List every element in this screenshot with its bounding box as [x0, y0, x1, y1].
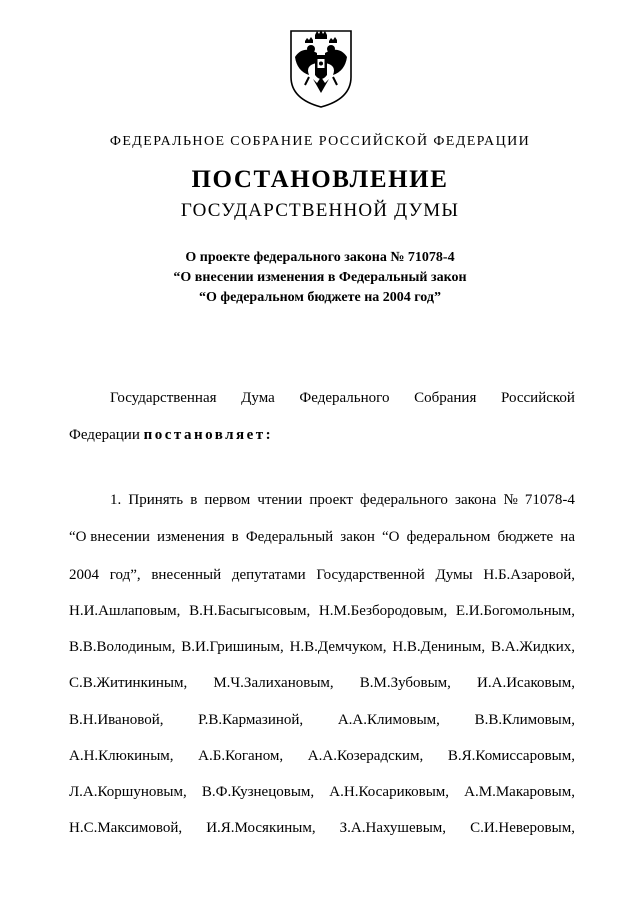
paragraph-word: Е.И.Богомольным,: [455, 603, 575, 619]
preamble-word: Федерального: [299, 390, 390, 406]
paragraph-word: Н.В.Дениным,: [392, 639, 486, 655]
paragraph-word: В.Я.Комиссаровым,: [447, 748, 575, 764]
paragraph-word: Н.М.Безбородовым,: [318, 603, 448, 619]
paragraph-word: А.М.Макаровым,: [464, 784, 575, 800]
paragraph-word: А.Н.Косариковым,: [329, 784, 450, 800]
paragraph-word: В.А.Жидких,: [490, 639, 575, 655]
paragraph-line: [69, 746, 575, 766]
paragraph-word: “О: [381, 529, 400, 545]
preamble-word: Государственная: [110, 390, 217, 406]
organization-title: ФЕДЕРАЛЬНОЕ СОБРАНИЕ РОССИЙСКОЙ ФЕДЕРАЦИИ: [109, 134, 531, 149]
coat-of-arms-emblem: [287, 27, 355, 109]
preamble-word: Российской: [501, 390, 575, 406]
subject-line-3: “О федеральном бюджете на 2004 год”: [199, 290, 441, 305]
paragraph-word: Н.И.Ашлаповым,: [69, 603, 181, 619]
paragraph-word: В.Н.Ивановой,: [69, 712, 164, 728]
paragraph-word: В.Н.Басыгысовым,: [189, 603, 311, 619]
paragraph-word: Федеральный: [245, 529, 334, 545]
paragraph-word: закон: [340, 529, 375, 545]
paragraph-word: федерального: [360, 492, 448, 508]
preamble-word: Дума: [241, 390, 275, 406]
paragraph-word: Принять: [128, 492, 184, 508]
paragraph-line: [69, 782, 575, 802]
paragraph-word: Государственной: [316, 567, 425, 583]
paragraph-word: федеральном: [406, 529, 491, 545]
paragraph-word: В.Ф.Кузнецовым,: [201, 784, 315, 800]
paragraph-word: закона: [455, 492, 497, 508]
preamble-emphasis: постановляет:: [143, 427, 274, 443]
document-issuer: ГОСУДАРСТВЕННОЙ ДУМЫ: [180, 200, 460, 221]
paragraph-line: [69, 637, 575, 657]
paragraph-word: Л.А.Коршуновым,: [69, 784, 187, 800]
paragraph-line: [69, 673, 575, 693]
paragraph-word: Думы: [435, 567, 473, 583]
paragraph-line: [69, 601, 575, 621]
paragraph-line: [110, 490, 575, 510]
paragraph-word: 2004: [69, 567, 99, 583]
paragraph-line: [69, 527, 575, 547]
preamble-line-2: [69, 425, 575, 445]
paragraph-word: внесенный: [151, 567, 222, 583]
paragraph-word: Н.В.Демчуком,: [289, 639, 387, 655]
paragraph-line: [69, 565, 575, 585]
paragraph-word: депутатами: [231, 567, 306, 583]
paragraph-word: В.М.Зубовым,: [359, 675, 451, 691]
paragraph-word: В.В.Володиным,: [69, 639, 176, 655]
paragraph-word: бюджете: [497, 529, 554, 545]
paragraph-word: год”,: [109, 567, 141, 583]
paragraph-word: “О внесении: [69, 529, 150, 545]
paragraph-word: И.А.Исаковым,: [477, 675, 575, 691]
paragraph-word: И.Я.Мосякиным,: [206, 820, 316, 836]
paragraph-word: изменения: [157, 529, 225, 545]
paragraph-word: Р.В.Кармазиной,: [198, 712, 304, 728]
paragraph-word: в: [231, 529, 239, 545]
paragraph-word: С.И.Неверовым,: [470, 820, 575, 836]
paragraph-word: В.И.Гришиным,: [181, 639, 284, 655]
paragraph-line: [69, 818, 575, 838]
preamble-line-1: [110, 388, 575, 408]
paragraph-word: А.А.Климовым,: [337, 712, 440, 728]
paragraph-word: Н.Б.Азаровой,: [483, 567, 575, 583]
paragraph-word: З.А.Нахушевым,: [339, 820, 447, 836]
paragraph-word: в: [190, 492, 198, 508]
paragraph-word: А.А.Козерадским,: [307, 748, 424, 764]
paragraph-word: Н.С.Максимовой,: [69, 820, 183, 836]
paragraph-word: №: [503, 492, 518, 508]
preamble-word: Собрания: [414, 390, 477, 406]
paragraph-word: 1.: [110, 492, 122, 508]
paragraph-word: М.Ч.Залихановым,: [213, 675, 334, 691]
preamble-word: Федерации: [69, 427, 140, 443]
russian-coat-of-arms-icon: [287, 27, 355, 109]
paragraph-line: [69, 710, 575, 730]
paragraph-word: на: [560, 529, 575, 545]
paragraph-word: А.Н.Клюкиным,: [69, 748, 174, 764]
paragraph-word: проект: [309, 492, 353, 508]
subject-line-2: “О внесении изменения в Федеральный закон: [173, 270, 467, 285]
paragraph-word: чтении: [257, 492, 303, 508]
paragraph-word: первом: [204, 492, 251, 508]
subject-line-1: О проекте федерального закона № 71078-4: [185, 250, 455, 265]
paragraph-word: С.В.Житинкиным,: [69, 675, 188, 691]
paragraph-word: В.В.Климовым,: [474, 712, 575, 728]
paragraph-word: 71078-4: [524, 492, 575, 508]
document-type-title: ПОСТАНОВЛЕНИЕ: [191, 166, 449, 193]
paragraph-word: А.Б.Коганом,: [198, 748, 284, 764]
